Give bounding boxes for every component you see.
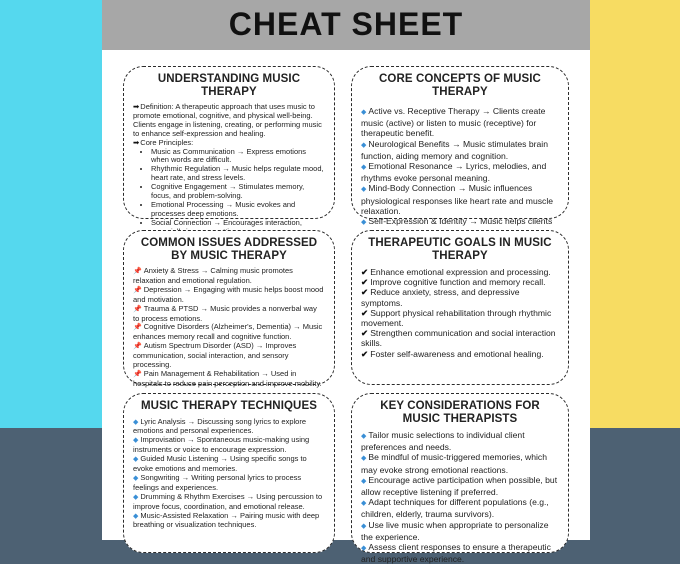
diamond-icon: ◆ [133,474,139,482]
issue-item: 📌 Cognitive Disorders (Alzheimer's, Dementia) → Music enhances memory recall and cognitive function. [133,322,323,342]
technique-item: ◆ Lyric Analysis → Discussing song lyrics to explore emotions and personal experiences. [133,416,307,436]
principle-item: • Rhythmic Regulation → Music helps regulate mood, heart rate, and stress levels. [151,165,325,183]
concept-item: ◆ Self-Expression & Identity → Music helps clients [361,216,553,227]
pin-icon: 📌 [133,343,142,351]
issue-item: 📌 Depression → Engaging with music helps boost mood and motivation. [133,284,324,304]
diamond-icon: ◆ [361,433,367,440]
concept-item: ◆ Neurological Benefits → Music stimulates brain function, aiding memory and cognition. [361,138,548,161]
issues-box [123,230,335,388]
diamond-icon: ◆ [361,522,367,530]
pin-icon: 📌 [133,286,142,294]
principle-item: • Music as Communication → Express emotions when words are difficult. [151,148,325,166]
diamond-icon: ◆ [133,493,139,501]
principle-item: • Emotional Processing → Music evokes and processes deep emotions. [151,201,325,219]
check-icon: ✔ [361,328,369,339]
goals-box [351,230,569,385]
concept-item: ◆ Emotional Resonance → Lyrics, melodies, and rhythms evoke personal meaning. [361,161,547,184]
diamond-icon: ◆ [133,512,139,520]
technique-item: ◆ Drumming & Rhythm Exercises → Using percussion to improve focus, coordination, and emotional release. [133,491,323,511]
pin-icon: 📌 [133,268,142,275]
check-icon: ✔ [361,348,369,359]
principles-label-item: ➡Core Principles: [133,137,194,147]
background-left-band [0,0,110,428]
diamond-icon: ◆ [133,456,139,464]
issue-item: 📌 Pain Management & Rehabilitation → Used in hospitals to reduce pain perception and improve mobility. [133,368,322,388]
diamond-icon: ◆ [361,477,367,485]
page-header [102,0,590,50]
goal-item: ✔ Enhance emotional expression and processing. [361,267,551,277]
understanding-box [123,66,335,227]
cheat-sheet-page [102,0,590,564]
concept-item: ◆ Active vs. Receptive Therapy → Clients create music (active) or listen to music (receptive) for therapeutic benefit. [361,106,546,139]
techniques-heading: MUSIC THERAPY TECHNIQUES [141,400,317,412]
consideration-item: ◆ Be mindful of music-triggered memories, which may evoke strong emotional reactions. [361,452,548,475]
goal-item: ✔ Reduce anxiety, stress, and depressive symptoms. [361,287,520,308]
concepts-heading: CORE CONCEPTS OF MUSIC THERAPY [379,73,541,98]
pin-icon: 📌 [133,305,142,313]
arrow-icon: ➡ [133,102,140,111]
diamond-icon: ◆ [133,418,139,426]
understanding-heading: UNDERSTANDING MUSIC THERAPY [157,73,301,98]
page-title: CHEAT SHEET [228,6,464,42]
goal-item: ✔ Foster self-awareness and emotional healing. [361,348,544,359]
diamond-icon: ◆ [361,219,367,227]
concept-item: ◆ Mind-Body Connection → Music influences physiological responses like heart rate and muscle relaxation. [361,183,554,216]
diamond-icon: ◆ [361,455,367,463]
techniques-box [123,393,335,553]
considerations-box [351,393,569,564]
check-icon: ✔ [361,287,369,298]
consideration-item: ◆ Assess client responses to ensure a therapeutic and supportive experience. [361,542,551,564]
goal-item: ✔ Strengthen communication and social interaction skills. [361,328,556,349]
issue-item: 📌 Trauma & PTSD → Music provides a nonverbal way to process emotions. [133,303,317,323]
technique-item: ◆ Guided Music Listening → Using specific songs to evoke emotions and memories. [133,454,307,474]
check-icon: ✔ [361,307,369,318]
diamond-icon: ◆ [361,500,367,508]
consideration-item: ◆ Tailor music selections to individual client preferences and needs. [361,430,525,453]
goal-item: ✔ Improve cognitive function and memory recall. [361,277,546,288]
issue-item: 📌 Autism Spectrum Disorder (ASD) → Improves communication, social interaction, and sensory processing. [133,341,297,370]
pin-icon: 📌 [133,370,142,378]
goals-heading: THERAPEUTIC GOALS IN MUSIC THERAPY [368,237,552,262]
pin-icon: 📌 [133,324,142,332]
diamond-icon: ◆ [361,186,367,194]
goal-item: ✔ Support physical rehabilitation through rhythmic movement. [361,307,552,329]
consideration-item: ◆ Use live music when appropriate to personalize the experience. [361,519,549,542]
diamond-icon: ◆ [361,141,367,149]
arrow-icon: ➡ [133,137,140,147]
concepts-box [351,66,569,227]
consideration-item: ◆ Adapt techniques for different populations (e.g., children, elderly, trauma survivors). [361,497,549,520]
diamond-icon: ◆ [361,164,367,172]
definition-item: ➡Definition: A therapeutic approach that uses music to promote emotional, cognitive, and physical well-being. Clients engage in listening, creating, or performing music to enhance self-expression and healing. [133,102,322,138]
technique-item: ◆ Improvisation → Spontaneous music-making using instruments or voice to encourage expression. [133,435,310,455]
technique-item: ◆ Songwriting → Writing personal lyrics to process feelings and experiences. [133,472,302,492]
technique-item: ◆ Music-Assisted Relaxation → Pairing music with deep breathing or visualization techniques. [133,510,320,530]
principle-item: • Social Connection → Encourages interaction, [151,219,325,237]
issues-heading: COMMON ISSUES ADDRESSED BY MUSIC THERAPY [140,237,318,262]
check-icon: ✔ [361,267,369,277]
diamond-icon: ◆ [133,437,139,445]
check-icon: ✔ [361,277,369,288]
diamond-icon: ◆ [361,545,367,553]
issue-item: 📌 Anxiety & Stress → Calming music promotes relaxation and emotional regulation. [133,266,293,285]
principle-item: • Cognitive Engagement → Stimulates memory, focus, and problem-solving. [151,183,325,201]
considerations-heading: KEY CONSIDERATIONS FOR MUSIC THERAPISTS [380,400,540,425]
consideration-item: ◆ Encourage active participation when possible, but allow receptive listening if preferred. [361,474,558,498]
background-right-band [580,0,680,428]
diamond-icon: ◆ [361,109,367,116]
